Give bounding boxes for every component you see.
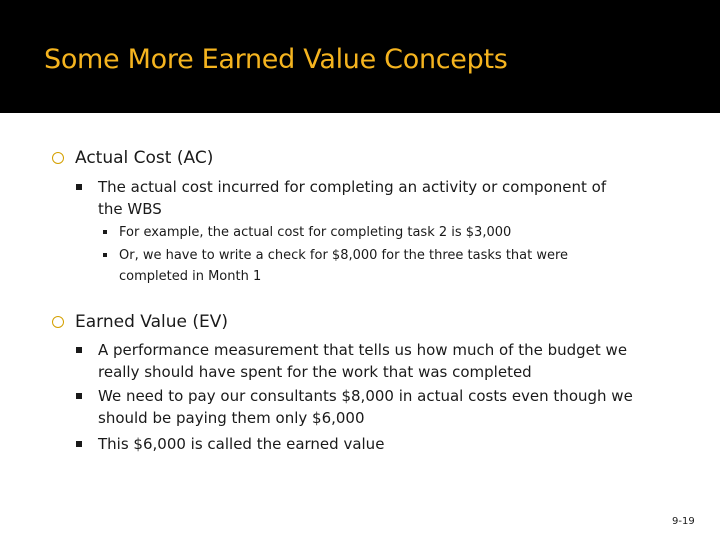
sub-list-item-text: Or, we have to write a check for $8,000 for the three tasks that were xyxy=(119,248,569,263)
hollow-circle-bullet-icon xyxy=(52,316,64,328)
list-item-text: the WBS xyxy=(98,200,162,218)
list-item-text: This $6,000 is called the earned value xyxy=(98,435,385,453)
square-bullet-icon xyxy=(76,347,82,353)
square-bullet-icon xyxy=(103,253,107,257)
list-item-text: really should have spent for the work that was completed xyxy=(98,363,532,381)
list-item-text: We need to pay our consultants $8,000 in actual costs even though we xyxy=(98,387,633,405)
hollow-circle-bullet-icon xyxy=(52,152,64,164)
square-bullet-icon xyxy=(103,230,107,234)
list-item-text: should be paying them only $6,000 xyxy=(98,409,365,427)
list-item-text: The actual cost incurred for completing an activity or component of xyxy=(98,178,607,196)
section-heading: Earned Value (EV) xyxy=(75,312,228,332)
square-bullet-icon xyxy=(76,393,82,399)
square-bullet-icon xyxy=(76,441,82,447)
slide-title: Some More Earned Value Concepts xyxy=(44,44,508,75)
sub-list-item-text: completed in Month 1 xyxy=(119,269,262,284)
page-number: 9-19 xyxy=(672,516,695,527)
title-bar xyxy=(0,0,720,113)
list-item-text: A performance measurement that tells us how much of the budget we xyxy=(98,341,628,359)
square-bullet-icon xyxy=(76,184,82,190)
section-heading: Actual Cost (AC) xyxy=(75,148,214,168)
sub-list-item-text: For example, the actual cost for completing task 2 is $3,000 xyxy=(119,225,512,240)
